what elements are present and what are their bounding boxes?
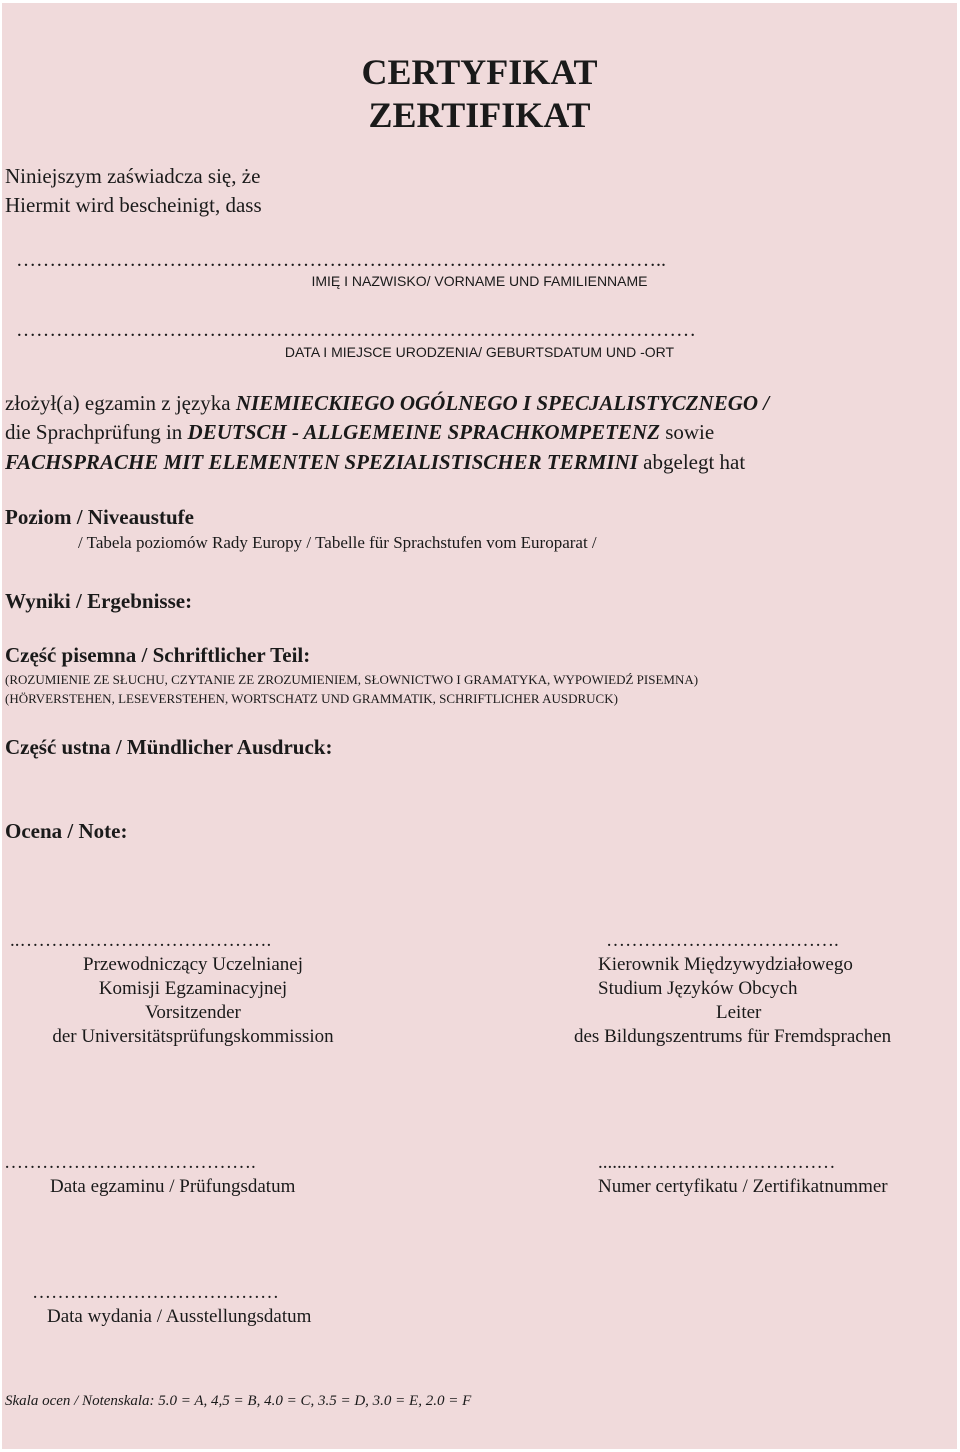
issue-date-block [32,1281,311,1329]
title-german: ZERTIFIKAT [368,95,591,135]
statement-line-3 [5,448,745,478]
statement-line-2 [5,418,714,448]
signature-right-title-2: Studium Języków Obcych [598,978,798,999]
grading-scale: Skala ocen / Notenskala: 5.0 = A, 4,5 = B, 4.0 = C, 3.5 = D, 3.0 = E, 2.0 = F [5,1393,472,1409]
signature-right-dots: ………………………………. [606,930,839,951]
written-part-de: (HÖRVERSTEHEN, LESEVERSTEHEN, WORTSCHATZ UND GRAMMATIK, SCHRIFTLICHER AUSDRUCK) [5,691,618,706]
signature-left [4,929,382,1049]
results-heading: Wyniki / Ergebnisse: [5,589,193,613]
level-heading: Poziom / Niveaustufe [5,505,194,529]
written-part-heading: Część pisemna / Schriftlicher Teil: [5,643,311,667]
signature-left-title-3: Vorsitzender [145,1002,241,1023]
oral-part-heading: Część ustna / Mündlicher Ausdruck: [5,735,333,759]
signature-left-title-4: der Universitätsprüfungskommission [52,1026,334,1047]
signature-right-title-3: Leiter [716,1002,762,1023]
birth-dotted-line: ………………………………………………………………………………………… [16,319,696,341]
signature-right [574,929,929,1049]
signature-right-title-4: des Bildungszentrums für Fremdsprachen [574,1026,892,1047]
birth-caption: DATA I MIEJSCE URODZENIA/ GEBURTSDATUM UND -ORT [284,344,675,360]
language-german: DEUTSCH - ALLGEMEINE SPRACHKOMPETENZ [187,420,660,444]
cert-number-dots: ......…………………………… [598,1152,836,1173]
statement-line-1 [5,389,769,419]
intro-polish: Niniejszym zaświadcza się, że [5,164,261,188]
exam-date-block [4,1151,295,1199]
exam-date-label: Data egzaminu / Prüfungsdatum [50,1176,296,1197]
signature-left-title-2: Komisji Egzaminacyjnej [98,978,288,999]
name-dotted-line: …………………………………………………………………………………….. [16,249,666,271]
language-polish: NIEMIECKIEGO OGÓLNEGO I SPECJALISTYCZNEGO / [235,391,770,415]
written-part-pl: (ROZUMIENIE ZE SŁUCHU, CZYTANIE ZE ZROZUMIENIEM, SŁOWNICTWO I GRAMATYKA, WYPOWIEDŹ PISEMNA) [5,672,699,687]
signature-left-title-1: Przewodniczący Uczelnianej [83,954,303,975]
signature-right-title-1: Kierownik Międzywydziałowego [598,954,853,975]
statement-text: sowie [659,420,715,444]
statement-text: abgelegt hat [637,450,746,474]
cert-number-label: Numer certyfikatu / Zertifikatnummer [598,1176,888,1197]
issue-date-label: Data wydania / Ausstellungsdatum [47,1306,312,1327]
certificate-page [2,3,957,1449]
exam-date-dots: …………………………………. [4,1152,256,1173]
grade-heading: Ocena / Note: [5,819,128,843]
title-polish: CERTYFIKAT [361,52,598,92]
language-specialist: FACHSPRACHE MIT ELEMENTEN SPEZIALISTISCHER TERMINI [5,450,638,474]
level-note: / Tabela poziomów Rady Europy / Tabelle für Sprachstufen vom Europarat / [78,533,597,552]
cert-number-block [598,1151,888,1199]
statement-text: złożył(a) egzamin z języka [5,391,236,415]
intro-german: Hiermit wird bescheinigt, dass [5,193,262,217]
issue-date-dots: ………………………………… [32,1282,279,1303]
name-caption: IMIĘ I NAZWISKO/ VORNAME UND FAMILIENNAME [311,273,648,289]
statement-text: die Sprachprüfung in [5,420,188,444]
signature-left-dots: ..…………………………………. [10,930,272,951]
